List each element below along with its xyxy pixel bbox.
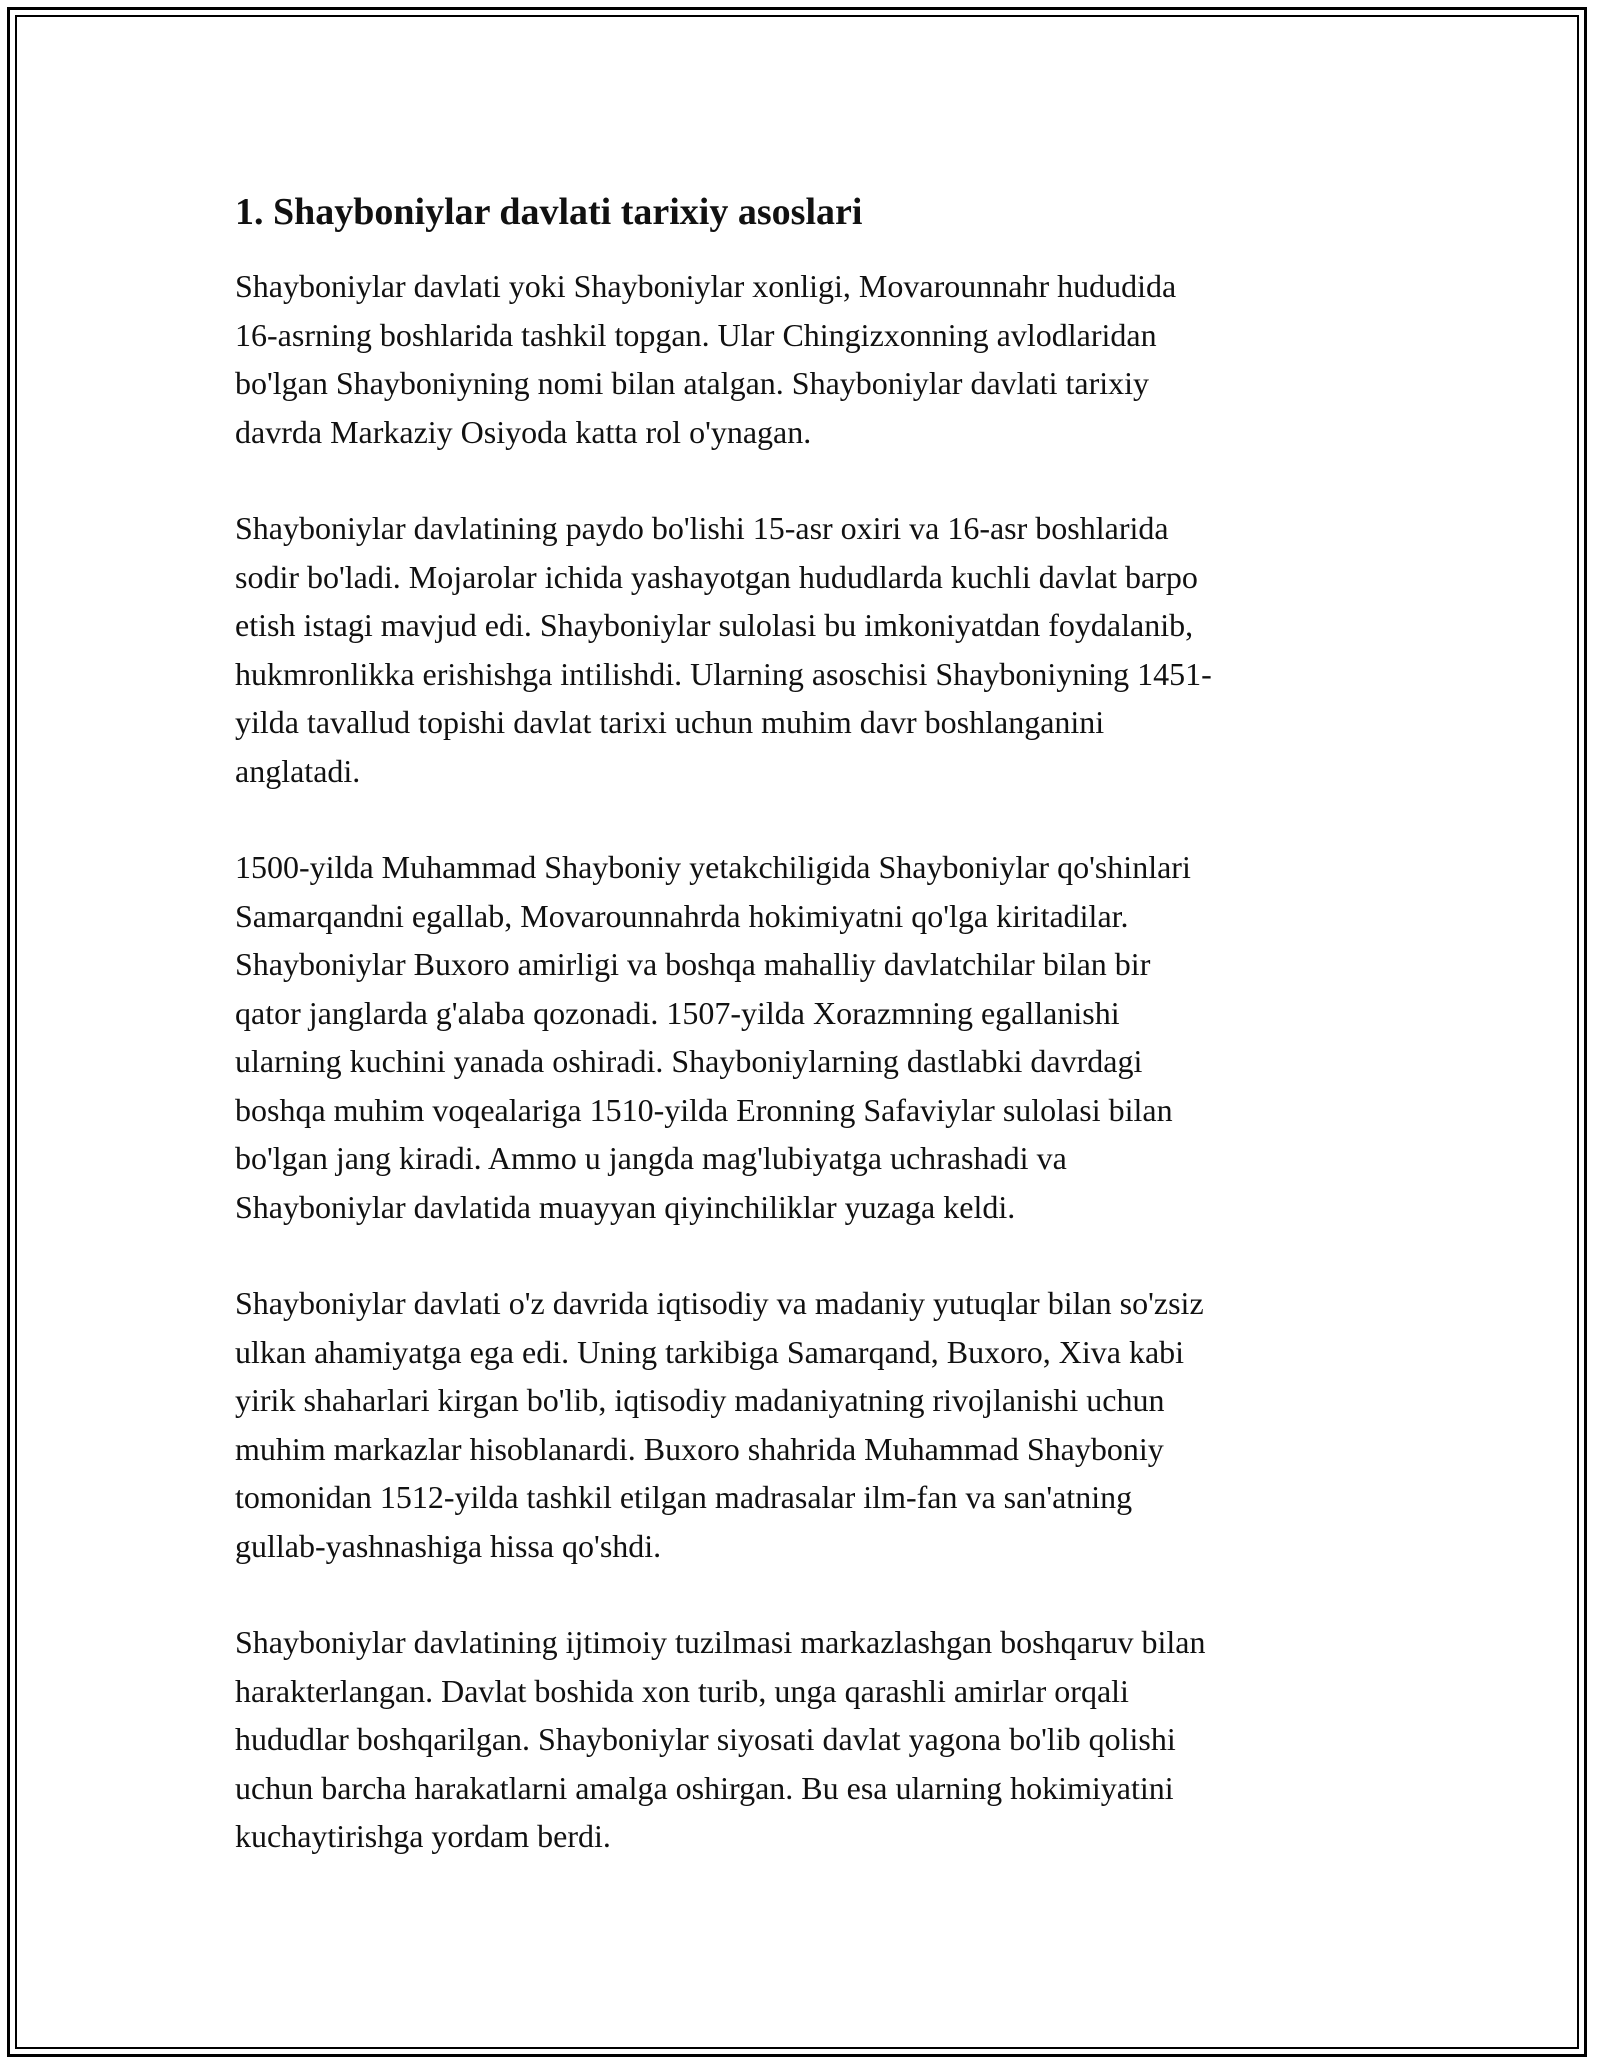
paragraph-3: 1500-yilda Muhammad Shayboniy yetakchiligida Shayboniylar qo'shinlari Samarqandni egallab, Movarounnahrda hokimiyatni qo'lga kiritadilar. Shayboniylar Buxoro amirligi va boshqa mahalliy davlatchilar bilan bir qator janglarda g'alaba qozonadi. 1507-yilda Xorazmning egallanishi ularning kuchini yanada oshiradi. Shayboniylarning dastlabki davrdagi boshqa muhim voqealariga 1510-yilda Eronning Safaviylar sulolasi bilan bo'lgan jang kiradi. Ammo u jangda mag'lubiyatga uchrashadi va Shayboniylar davlatida muayyan qiyinchiliklar yuzaga keldi. bbox=[235, 849, 1191, 1225]
paragraph-4: Shayboniylar davlati o'z davrida iqtisodiy va madaniy yutuqlar bilan so'zsiz ulkan ahamiyatga ega edi. Uning tarkibiga Samarqand, Buxoro, Xiva kabi yirik shaharlari kirgan bo'lib, iqtisodiy madaniyatning rivojlanishi uchun muhim markazlar hisoblanardi. Buxoro shahrida Muhammad Shayboniy tomonidan 1512-yilda tashkil etilgan madrasalar ilm-fan va san'atning gullab-yashnashiga hissa qo'shdi. bbox=[235, 1285, 1204, 1564]
document-body bbox=[235, 186, 1385, 1909]
paragraph-5: Shayboniylar davlatining ijtimoiy tuzilmasi markazlashgan boshqaruv bilan harakterlangan. Davlat boshida xon turib, unga qarashli amirlar orqali hududlar boshqarilgan. Shayboniylar siyosati davlat yagona bo'lib qolishi uchun barcha harakatlarni amalga oshirgan. Bu esa ularning hokimiyatini kuchaytirishga yordam berdi. bbox=[235, 1624, 1206, 1854]
paragraph-2: Shayboniylar davlatining paydo bo'lishi 15-asr oxiri va 16-asr boshlarida sodir bo'ladi. Mojarolar ichida yashayotgan hududlarda kuchli davlat barpo etish istagi mavjud edi. Shayboniylar sulolasi bu imkoniyatdan foydalanib, hukmronlikka erishishga intilishdi. Ularning asoschisi Shayboniyning 1451- yilda tavallud topishi davlat tarixi uchun muhim davr boshlanganini anglatadi. bbox=[235, 510, 1212, 789]
paragraph-1: Shayboniylar davlati yoki Shayboniylar xonligi, Movarounnahr hududida 16-asrning boshlarida tashkil topgan. Ular Chingizxonning avlodlaridan bo'lgan Shayboniyning nomi bilan atalgan. Shayboniylar davlati tarixiy davrda Markaziy Osiyoda katta rol o'ynagan. bbox=[235, 268, 1177, 450]
section-title: 1. Shayboniylar davlati tarixiy asoslari bbox=[235, 191, 863, 233]
